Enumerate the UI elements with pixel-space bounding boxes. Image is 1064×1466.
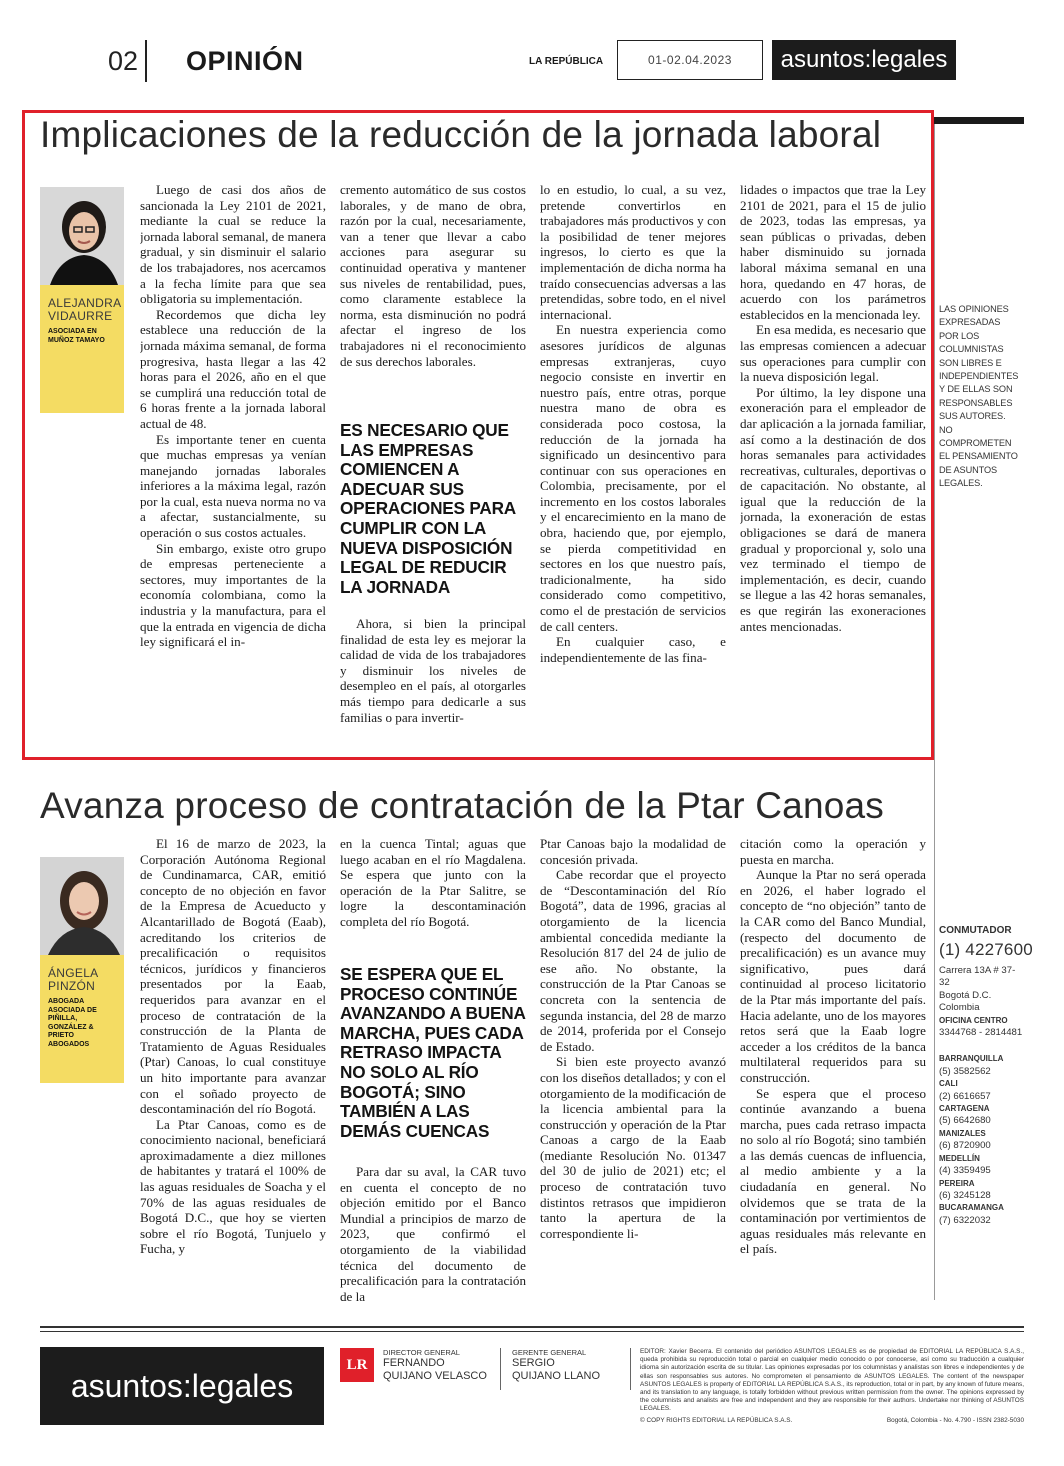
paragraph: cremento automático de sus costos laborales, y de mano de obra, razón por la cual, necesariamente, van a tener que llevar a cabo acciones para asegurar su continuidad operativa y mantener sus niveles de rentabilidad, pues, como claramente establece la norma, esta disminución no podrá afectar el ingreso de los trabajadores ni el reconocimiento de sus derechos laborales. [340,182,526,369]
author-1-name-first: ALEJANDRA [48,296,122,310]
paragraph: Sin embargo, existe otro grupo de empresas perteneciente a sectores, muy importantes de la economía colombiana, como la industria y la manufactura, para el que la entrada en vigencia de dicha ley significará el in- [140,540,326,650]
address-line: Bogotá D.C. [939,989,992,1001]
article-1-column-2-bottom [340,616,526,748]
copyright: © COPY RIGHTS EDITORIAL LA REPÚBLICA S.A.S. [640,1417,793,1424]
office-phone: (7) 6322032 [939,1214,991,1226]
article-2-headline[interactable]: Avanza proceso de contratación de la Ptar Canoas [40,785,884,826]
article-1-headline[interactable]: Implicaciones de la reducción de la jornada laboral [40,114,882,155]
address-line: Colombia [939,1002,980,1014]
office-phone: (4) 3359495 [939,1165,991,1177]
paragraph: Se espera que el proceso continúe avanzando a buena marcha, pues cada retraso impacta no solo al río Bogotá; sino también a las demás cuencas de influencia, al medio ambiente y a la ciudadanía en general. No olvidemos que se trata de la contaminación por vertimientos de aguas residuales más relevante en el país. [740,1085,926,1257]
office-phone: (6) 3245128 [939,1189,991,1201]
paragraph: Luego de casi dos años de sancionada la Ley 2101 de 2021, mediante la cual se reduce la jornada laboral semanal, de manera gradual, y sin disminuir el salario de los trabajadores, nos acercamos a la fecha límite para que sea obligatoria su implementación. [140,182,326,307]
paragraph: Aunque la Ptar no será operada en 2026, el haber logrado el concepto de “no objeción” tanto de la CAR como del Banco Mundial, (respecto del documento de precalificación) es un avance muy significativo, pues dará continuidad al proceso licitatorio de la Ptar más importante del país. Hacia adelante, uno de los mayores retos será que la Eaab logre acceder a los créditos de la banca multilateral requeridos para su construcción. [740,867,926,1085]
article-2-column-2-bottom [340,1164,526,1310]
opinion-disclaimer: LAS OPINIONES EXPRESADAS POR LOS COLUMNISTAS SON LIBRES E INDEPENDIENTES Y DE ELLAS SON RESPONSABLES SUS AUTORES. NO COMPROMETEN EL PENSAMIENTO DE ASUNTOS LEGALES. [939,304,1019,489]
author-2-photo [40,857,124,955]
office-city: CARTAGENA [939,1104,990,1114]
contact-directory [939,965,1023,1227]
switchboard-label: CONMUTADOR [939,925,1012,936]
footer-rule [40,1326,1024,1328]
paragraph: En nuestra experiencia como asesores jurídicos de algunas empresas extranjeras, cuyo negocio consiste en invertir en nuestro país, entre otras, porque nuestra mano de obra es considerada poco costosa, la reducción de la jornada ha significado un desincentivo para continuar con sus operaciones en Colombia, precisamente, por el incremento en los costos laborales y el encarecimiento en la mano de obra, haciendo que, por ejemplo, se pierda competitividad en sectores en los que nuestro país, tradicionalmente, ha sido considerado como competitivo, como el de prestación de servicios de call centers. [540,322,726,634]
office-city: CALI [939,1079,958,1089]
manager-credit [512,1348,600,1383]
author-2-name-last: PINZÓN [48,979,96,993]
director-title: DIRECTOR GENERAL [383,1348,460,1357]
article-1-column-3 [540,182,726,748]
manager-title: GERENTE GENERAL [512,1348,587,1357]
footer-divider [500,1348,501,1390]
article-1-column-1 [140,182,326,748]
footer-rule [40,1331,1024,1332]
paragraph: lidades o impactos que trae la Ley 2101 de 2021, para el 15 de julio de 2023, todas las empresas, ya sean públicas o privadas, deben haber disminuido su jornada laboral máxima semanal en una hora, quedando en 47 horas, de acuerdo con los parámetros establecidos en la mencionada ley. [740,182,926,322]
issue-date: 01-02.04.2023 [617,40,763,80]
article-2-column-1 [140,836,326,1310]
office-city: PEREIRA [939,1178,975,1188]
paragraph: Si bien este proyecto avanzó con los diseños detallados; y con el otorgamiento de la modificación de la licencia ambiental para la construcción y operación de la Ptar Canoas a cargo de la Eaab (mediante Resolución No. 01347 del 30 de julio de 2021) etc; el proceso de contratación tuvo distintos retrasos que impidieron tanto la apertura de la correspondiente li- [540,1054,726,1241]
article-1-column-2-top [340,182,526,414]
address-line: Carrera 13A # 37-32 [939,965,1016,989]
author-1-affiliation: ASOCIADA EN MUÑOZ TAMAYO [48,328,105,344]
paragraph: Por último, la ley dispone una exoneración para el empleador de dar aplicación a la jornada familiar, así como a la destinación de dos horas semanales para actividades recreativas, culturales, deportivas o de capacitación. No obstante, al igual que la reducción de la jornada, la exoneración de estas obligaciones se dará de manera gradual y proporcional y, solo una vez terminado el tiempo de implementación, es decir, cuando se llegue a las 42 horas semanales, es que regirán las exoneraciones antes mencionadas. [740,384,926,634]
footer-brand-logo[interactable]: asuntos:legales [40,1347,324,1425]
office-city: BUCARAMANGA [939,1203,1004,1213]
lr-logo[interactable]: LR [340,1348,374,1382]
paragraph: Ahora, si bien la principal finalidad de esta ley es mejorar la calidad de vida de los trabajadores y disminuir los niveles de desempleo en el país, al otorgarles más tiempo para dedicarle a sus familias o para invertir- [340,616,526,725]
article-2-column-2-top [340,836,526,950]
paragraph: Ptar Canoas bajo la modalidad de concesión privada. [540,836,726,867]
author-1-card [40,285,124,413]
footer-copyright-line [640,1417,1024,1424]
paragraph: En cualquier caso, e independientemente de las fina- [540,634,726,665]
paragraph: lo en estudio, lo cual, a su vez, pretende convertirlos en trabajadores más productivos y con la posibilidad de tener mejores ingresos, lo cierto es que la implementación de dicha norma ha traído consecuencias adversas a las pretendidas, sobre todo, en el nivel internacional. [540,182,726,322]
legal-notice: EDITOR: Xavier Becerra. El contenido del periódico ASUNTOS LEGALES es de propiedad de EDITORIAL LA REPÚBLICA S.A.S., queda prohibida su reproducción total o parcial en cualquier medio conocido o por conocerse, así como su traducción a cualquier idioma sin autorización escrita de su titular. Las opiniones expresadas por los columnistas y analistas son libres e independientes y de ellas son responsables sus autores. No comprometen el pensamiento de ASUNTOS LEGALES. The content of the newspaper ASUNTOS LEGALES is property of EDITORIAL LA REPÚBLICA S.A.S., its reproduction, total or in part, by any known of future means, and its translation to any language, is totally forbidden without previous written permission from the owner. The opinions expressed by the columnists and analists are free and independent and they are responsible for their authors. Undertake nor thinking of ASUNTOS LEGALES. [640,1348,1024,1413]
paragraph: El 16 de marzo de 2023, la Corporación Autónoma Regional de Cundinamarca, CAR, emitió concepto de no objeción en favor de la Empresa de Acueducto y Alcantarillado de Bogotá (Eaab), acreditando los criterios de precalificación o requisitos técnicos, jurídicos y financieros presentados por la Eaab, requeridos para avanzar en el proceso de contratación de la construcción de la Planta de Tratamiento de Aguas Residuales (Ptar) Canoas, lo cual constituye un hito importante para avanzar con el soñado proyecto de descontaminación del río Bogotá. [140,836,326,1117]
header-divider [145,40,147,82]
paragraph: Cabe recordar que el proyecto de “Descontaminación del Río Bogotá”, data de 1996, gracias al otorgamiento de la licencia ambiental concedida mediante la Resolución 817 del 24 de julio de ese año. No obstante, la construcción de la Ptar Canoas se concreta con la sentencia de segunda instancia, del 28 de marzo de 2014, proferida por el Consejo de Estado. [540,867,726,1054]
office-city: MEDELLÍN [939,1153,980,1163]
author-2-affiliation: ABOGADA ASOCIADA DE PIÑILLA, GONZÁLEZ & PRIETO ABOGADOS [48,998,97,1048]
paragraph: citación como la operación y puesta en marcha. [740,836,926,867]
section-title: OPINIÓN [186,46,304,76]
author-2-name-first: ÁNGELA [48,966,99,980]
page-number: 02 [108,46,139,76]
office-label: OFICINA CENTRO [939,1015,1008,1025]
office-city: BARRANQUILLA [939,1054,1004,1064]
director-name: QUIJANO VELASCO [383,1370,487,1382]
article-2-pull-quote: SE ESPERA QUE EL PROCESO CONTINÚE AVANZANDO A BUENA MARCHA, PUES CADA RETRASO IMPACTA NO SOLO AL RÍO BOGOTÁ; SINO TAMBIÉN A LAS DEMÁS CUENCAS [340,964,526,1141]
director-credit [383,1348,487,1383]
manager-name: QUIJANO LLANO [512,1370,601,1382]
paragraph: Para dar su aval, la CAR tuvo en cuenta el concepto de no objeción emitido por el Banco Mundial a principios de marzo de 2023, que confirmó el otorgamiento de la viabilidad técnica del documento de precalificación para la contratación de la [340,1164,526,1304]
office-phone: (5) 3582562 [939,1065,991,1077]
sidebar-vertical-rule [934,124,935,1300]
office-phone: (2) 6616657 [939,1090,991,1102]
director-name: FERNANDO [383,1357,445,1369]
paragraph: La Ptar Canoas, como es de conocimiento nacional, beneficiará aproximadamente a diez millones de habitantes y tratará el 100% de las aguas residuales de Soacha y el 70% de las aguas residuales de Bogotá D.C., que hoy se vierten sobre el río Bogotá, Tunjuelo y Fucha, y [140,1116,326,1257]
office-phone: 3344768 - 2814481 [939,1027,1023,1039]
article-1-column-4 [740,182,926,748]
footer-divider [630,1348,631,1390]
paragraph: Recordemos que dicha ley establece una reducción de la jornada máxima semanal, de forma progresiva, hasta llegar a las 42 horas para el 2026, año en el que se cumplirá una reducción total de 6 horas frente a la jornada laboral actual de 48. [140,306,326,431]
author-1-name-last: VIDAURRE [48,309,113,323]
author-1-photo [40,187,124,285]
author-2-card [40,955,124,1083]
article-1-pull-quote: ES NECESARIO QUE LAS EMPRESAS COMIENCEN A ADECUAR SUS OPERACIONES PARA CUMPLIR CON LA NUEVA DISPOSICIÓN LEGAL DE REDUCIR LA JORNADA [340,420,516,597]
office-phone: (6) 8720900 [939,1140,991,1152]
office-city: MANIZALES [939,1128,986,1138]
paragraph: en la cuenca Tintal; aguas que luego acaban en el río Magdalena. Se espera que junto con la operación de la Ptar Salitre, se logre la descontaminación completa del río Bogotá. [340,836,526,929]
paragraph: Es importante tener en cuenta que muchas empresas ya venían manejando jornadas laborales inferiores a la máxima legal, razón por la cual, esta nueva norma no va a afectar, sustancialmente, su operación o sus costos actuales. [140,431,326,541]
issue-info: Bogotá, Colombia - No. 4.790 - ISSN 2382-5030 [886,1417,1024,1424]
switchboard-number[interactable]: (1) 4227600 [939,940,1033,959]
header-brand-logo[interactable]: asuntos:legales [772,40,956,80]
office-phone: (5) 6642680 [939,1115,991,1127]
paragraph: En esa medida, es necesario que las empresas comiencen a adecuar sus operaciones para cumplir con la nueva disposición legal. [740,322,926,385]
article-2-column-4 [740,836,926,1310]
publisher-name: LA REPÚBLICA [529,56,604,67]
article-2-column-3 [540,836,726,1310]
manager-name: SERGIO [512,1357,555,1369]
sidebar-top-rule [934,117,1024,124]
